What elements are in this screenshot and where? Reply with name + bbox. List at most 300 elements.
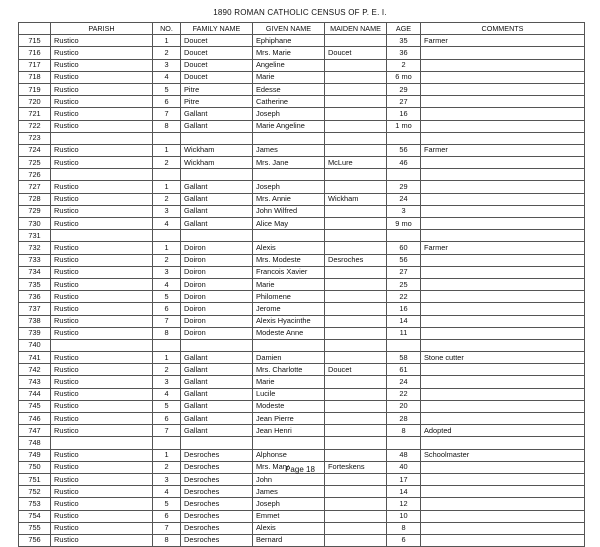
cell-parish: Rustico: [51, 413, 153, 425]
cell-row-number: 720: [19, 96, 51, 108]
cell-no: 6: [153, 96, 181, 108]
table-row: [19, 534, 585, 546]
cell-row-number: 734: [19, 266, 51, 278]
table-row: [19, 132, 585, 144]
cell-maiden-name: [325, 315, 387, 327]
cell-age: 1 mo: [387, 120, 421, 132]
cell-given-name: Ephiphane: [253, 35, 325, 47]
cell-comments: [421, 205, 585, 217]
cell-given-name: Lucile: [253, 388, 325, 400]
cell-age: 6 mo: [387, 71, 421, 83]
cell-comments: [421, 291, 585, 303]
cell-parish: Rustico: [51, 486, 153, 498]
header-given-name: GIVEN NAME: [253, 23, 325, 35]
cell-parish: Rustico: [51, 461, 153, 473]
cell-family-name: Desroches: [181, 486, 253, 498]
cell-given-name: Emmet: [253, 510, 325, 522]
cell-given-name: Jean Henri: [253, 425, 325, 437]
table-row: [19, 96, 585, 108]
cell-age: 12: [387, 498, 421, 510]
cell-age: 14: [387, 486, 421, 498]
cell-maiden-name: Doucet: [325, 47, 387, 59]
cell-family-name: Gallant: [181, 425, 253, 437]
table-row: [19, 352, 585, 364]
cell-parish: Rustico: [51, 522, 153, 534]
cell-age: 16: [387, 108, 421, 120]
cell-age: [387, 169, 421, 181]
table-row: [19, 413, 585, 425]
cell-comments: Schoolmaster: [421, 449, 585, 461]
cell-comments: Adopted: [421, 425, 585, 437]
cell-given-name: Modeste: [253, 400, 325, 412]
cell-no: 7: [153, 425, 181, 437]
cell-parish: Rustico: [51, 96, 153, 108]
cell-maiden-name: [325, 108, 387, 120]
cell-age: 8: [387, 522, 421, 534]
cell-row-number: 717: [19, 59, 51, 71]
cell-given-name: Philomene: [253, 291, 325, 303]
cell-no: [153, 339, 181, 351]
cell-comments: [421, 230, 585, 242]
cell-given-name: Bernard: [253, 534, 325, 546]
cell-no: 5: [153, 498, 181, 510]
cell-given-name: Marie: [253, 71, 325, 83]
cell-maiden-name: [325, 83, 387, 95]
table-row: [19, 157, 585, 169]
cell-family-name: Wickham: [181, 144, 253, 156]
cell-row-number: 746: [19, 413, 51, 425]
cell-comments: [421, 315, 585, 327]
cell-row-number: 724: [19, 144, 51, 156]
table-row: [19, 291, 585, 303]
cell-maiden-name: [325, 498, 387, 510]
cell-no: 3: [153, 473, 181, 485]
cell-comments: [421, 266, 585, 278]
header-maiden-name: MAIDEN NAME: [325, 23, 387, 35]
cell-age: 14: [387, 315, 421, 327]
cell-given-name: Marie: [253, 376, 325, 388]
cell-age: 25: [387, 278, 421, 290]
cell-comments: Stone cutter: [421, 352, 585, 364]
cell-comments: [421, 522, 585, 534]
cell-given-name: John Wilfred: [253, 205, 325, 217]
cell-family-name: Pitre: [181, 96, 253, 108]
cell-no: 4: [153, 388, 181, 400]
cell-age: 61: [387, 364, 421, 376]
cell-no: 8: [153, 534, 181, 546]
cell-maiden-name: [325, 534, 387, 546]
cell-comments: [421, 534, 585, 546]
cell-comments: [421, 47, 585, 59]
cell-comments: [421, 303, 585, 315]
cell-parish: Rustico: [51, 291, 153, 303]
cell-row-number: 725: [19, 157, 51, 169]
cell-given-name: Jerome: [253, 303, 325, 315]
cell-given-name: Mrs. Annie: [253, 193, 325, 205]
cell-maiden-name: Wickham: [325, 193, 387, 205]
cell-parish: Rustico: [51, 218, 153, 230]
cell-comments: [421, 59, 585, 71]
cell-comments: Farmer: [421, 35, 585, 47]
cell-family-name: Desroches: [181, 473, 253, 485]
table-row: [19, 388, 585, 400]
cell-parish: Rustico: [51, 205, 153, 217]
header-parish: PARISH: [51, 23, 153, 35]
cell-maiden-name: [325, 71, 387, 83]
page-title: 1890 ROMAN CATHOLIC CENSUS OF P. E. I.: [213, 8, 387, 17]
cell-comments: [421, 181, 585, 193]
cell-age: 6: [387, 534, 421, 546]
cell-age: 3: [387, 205, 421, 217]
cell-age: [387, 132, 421, 144]
cell-comments: [421, 327, 585, 339]
cell-row-number: 721: [19, 108, 51, 120]
cell-maiden-name: [325, 169, 387, 181]
cell-family-name: Gallant: [181, 193, 253, 205]
cell-row-number: 727: [19, 181, 51, 193]
cell-age: 22: [387, 388, 421, 400]
cell-row-number: 744: [19, 388, 51, 400]
cell-given-name: Alphonse: [253, 449, 325, 461]
cell-maiden-name: [325, 278, 387, 290]
cell-row-number: 741: [19, 352, 51, 364]
cell-row-number: 729: [19, 205, 51, 217]
cell-maiden-name: [325, 96, 387, 108]
cell-no: 2: [153, 461, 181, 473]
cell-maiden-name: Forteskens: [325, 461, 387, 473]
cell-given-name: Jean Pierre: [253, 413, 325, 425]
cell-row-number: 754: [19, 510, 51, 522]
cell-family-name: Doucet: [181, 35, 253, 47]
cell-row-number: 726: [19, 169, 51, 181]
table-row: [19, 47, 585, 59]
table-row: [19, 376, 585, 388]
cell-parish: Rustico: [51, 376, 153, 388]
cell-family-name: Doiron: [181, 254, 253, 266]
cell-given-name: Mrs. Mary: [253, 461, 325, 473]
cell-age: [387, 230, 421, 242]
cell-maiden-name: [325, 266, 387, 278]
cell-family-name: Pitre: [181, 83, 253, 95]
cell-parish: Rustico: [51, 108, 153, 120]
cell-given-name: Angeline: [253, 59, 325, 71]
cell-age: 40: [387, 461, 421, 473]
cell-parish: Rustico: [51, 47, 153, 59]
cell-family-name: Doiron: [181, 303, 253, 315]
page-number: Page 18: [285, 465, 315, 474]
cell-comments: [421, 486, 585, 498]
cell-comments: [421, 83, 585, 95]
cell-given-name: Alice May: [253, 218, 325, 230]
cell-age: 48: [387, 449, 421, 461]
cell-family-name: Gallant: [181, 108, 253, 120]
cell-family-name: Wickham: [181, 157, 253, 169]
cell-row-number: 752: [19, 486, 51, 498]
cell-no: 4: [153, 218, 181, 230]
cell-parish: Rustico: [51, 498, 153, 510]
cell-parish: [51, 132, 153, 144]
cell-no: 5: [153, 400, 181, 412]
cell-maiden-name: [325, 303, 387, 315]
cell-comments: [421, 157, 585, 169]
table-row: [19, 364, 585, 376]
cell-no: 1: [153, 35, 181, 47]
cell-family-name: [181, 169, 253, 181]
cell-no: 6: [153, 413, 181, 425]
cell-row-number: 732: [19, 242, 51, 254]
cell-maiden-name: [325, 132, 387, 144]
table-row: [19, 400, 585, 412]
cell-given-name: Mrs. Modeste: [253, 254, 325, 266]
cell-parish: Rustico: [51, 315, 153, 327]
cell-no: 1: [153, 144, 181, 156]
cell-no: 2: [153, 47, 181, 59]
table-row: [19, 181, 585, 193]
cell-row-number: 723: [19, 132, 51, 144]
cell-family-name: Gallant: [181, 413, 253, 425]
cell-family-name: [181, 132, 253, 144]
table-row: [19, 71, 585, 83]
cell-parish: Rustico: [51, 193, 153, 205]
cell-given-name: Mrs. Marie: [253, 47, 325, 59]
header-age: AGE: [387, 23, 421, 35]
cell-comments: [421, 339, 585, 351]
cell-family-name: Gallant: [181, 400, 253, 412]
cell-no: 1: [153, 181, 181, 193]
cell-age: 28: [387, 413, 421, 425]
cell-row-number: 730: [19, 218, 51, 230]
table-row: [19, 83, 585, 95]
table-row: [19, 510, 585, 522]
header-row-number: [19, 23, 51, 35]
cell-maiden-name: McLure: [325, 157, 387, 169]
cell-family-name: Desroches: [181, 522, 253, 534]
cell-no: 3: [153, 376, 181, 388]
cell-comments: [421, 132, 585, 144]
cell-age: 27: [387, 266, 421, 278]
cell-comments: [421, 400, 585, 412]
cell-parish: Rustico: [51, 303, 153, 315]
cell-family-name: Desroches: [181, 498, 253, 510]
cell-parish: [51, 169, 153, 181]
cell-given-name: [253, 169, 325, 181]
cell-maiden-name: [325, 413, 387, 425]
cell-comments: [421, 169, 585, 181]
cell-maiden-name: [325, 437, 387, 449]
cell-comments: [421, 376, 585, 388]
cell-row-number: 739: [19, 327, 51, 339]
cell-row-number: 718: [19, 71, 51, 83]
table-row: [19, 278, 585, 290]
cell-given-name: Joseph: [253, 498, 325, 510]
cell-given-name: Francois Xavier: [253, 266, 325, 278]
cell-maiden-name: [325, 486, 387, 498]
cell-comments: [421, 498, 585, 510]
table-row: [19, 218, 585, 230]
cell-no: 7: [153, 315, 181, 327]
cell-row-number: 751: [19, 473, 51, 485]
cell-maiden-name: [325, 120, 387, 132]
cell-maiden-name: [325, 352, 387, 364]
cell-parish: Rustico: [51, 242, 153, 254]
cell-maiden-name: [325, 376, 387, 388]
table-row: [19, 108, 585, 120]
cell-comments: [421, 71, 585, 83]
cell-no: 8: [153, 327, 181, 339]
table-row: [19, 254, 585, 266]
cell-no: 5: [153, 83, 181, 95]
table-row: [19, 120, 585, 132]
cell-no: 3: [153, 59, 181, 71]
table-row: [19, 205, 585, 217]
cell-comments: [421, 388, 585, 400]
cell-family-name: Doiron: [181, 278, 253, 290]
cell-family-name: Doucet: [181, 71, 253, 83]
cell-parish: Rustico: [51, 181, 153, 193]
cell-given-name: [253, 437, 325, 449]
cell-no: [153, 169, 181, 181]
cell-age: 16: [387, 303, 421, 315]
cell-family-name: Doiron: [181, 266, 253, 278]
cell-age: 46: [387, 157, 421, 169]
cell-maiden-name: [325, 400, 387, 412]
cell-family-name: Doiron: [181, 315, 253, 327]
cell-age: 9 mo: [387, 218, 421, 230]
cell-parish: Rustico: [51, 388, 153, 400]
cell-row-number: 756: [19, 534, 51, 546]
cell-no: 2: [153, 157, 181, 169]
cell-no: 4: [153, 71, 181, 83]
cell-maiden-name: [325, 144, 387, 156]
cell-no: 1: [153, 449, 181, 461]
cell-given-name: Marie Angeline: [253, 120, 325, 132]
cell-family-name: Gallant: [181, 352, 253, 364]
cell-row-number: 755: [19, 522, 51, 534]
cell-parish: [51, 230, 153, 242]
cell-parish: Rustico: [51, 59, 153, 71]
cell-age: 8: [387, 425, 421, 437]
cell-age: 36: [387, 47, 421, 59]
cell-age: 58: [387, 352, 421, 364]
cell-family-name: [181, 339, 253, 351]
cell-given-name: Edesse: [253, 83, 325, 95]
cell-age: 22: [387, 291, 421, 303]
cell-given-name: [253, 230, 325, 242]
cell-no: 6: [153, 303, 181, 315]
cell-parish: Rustico: [51, 352, 153, 364]
header-row: [19, 23, 585, 35]
cell-parish: Rustico: [51, 364, 153, 376]
cell-no: 4: [153, 486, 181, 498]
cell-maiden-name: [325, 388, 387, 400]
cell-age: 20: [387, 400, 421, 412]
cell-no: 7: [153, 522, 181, 534]
cell-maiden-name: Doucet: [325, 364, 387, 376]
cell-maiden-name: [325, 425, 387, 437]
cell-row-number: 735: [19, 278, 51, 290]
cell-maiden-name: [325, 181, 387, 193]
cell-row-number: 716: [19, 47, 51, 59]
cell-row-number: 745: [19, 400, 51, 412]
cell-row-number: 742: [19, 364, 51, 376]
cell-given-name: Alexis: [253, 242, 325, 254]
cell-parish: Rustico: [51, 425, 153, 437]
cell-parish: Rustico: [51, 120, 153, 132]
cell-no: 1: [153, 242, 181, 254]
cell-comments: [421, 254, 585, 266]
table-row: [19, 144, 585, 156]
cell-family-name: Doiron: [181, 242, 253, 254]
cell-no: 6: [153, 510, 181, 522]
cell-maiden-name: Desroches: [325, 254, 387, 266]
cell-no: 3: [153, 266, 181, 278]
cell-age: 24: [387, 376, 421, 388]
cell-age: 17: [387, 473, 421, 485]
table-row: [19, 498, 585, 510]
cell-age: 24: [387, 193, 421, 205]
cell-family-name: Gallant: [181, 181, 253, 193]
cell-parish: Rustico: [51, 266, 153, 278]
cell-row-number: 719: [19, 83, 51, 95]
header-family-name: FAMILY NAME: [181, 23, 253, 35]
table-row: [19, 242, 585, 254]
cell-given-name: Modeste Anne: [253, 327, 325, 339]
cell-age: 2: [387, 59, 421, 71]
cell-maiden-name: [325, 35, 387, 47]
cell-family-name: Gallant: [181, 218, 253, 230]
cell-row-number: 748: [19, 437, 51, 449]
cell-parish: [51, 437, 153, 449]
cell-family-name: Desroches: [181, 534, 253, 546]
cell-comments: [421, 437, 585, 449]
cell-row-number: 747: [19, 425, 51, 437]
cell-parish: Rustico: [51, 144, 153, 156]
cell-maiden-name: [325, 218, 387, 230]
cell-family-name: [181, 230, 253, 242]
cell-comments: [421, 413, 585, 425]
table-row: [19, 59, 585, 71]
cell-comments: Farmer: [421, 144, 585, 156]
table-row: [19, 315, 585, 327]
table-row: [19, 303, 585, 315]
cell-no: 8: [153, 120, 181, 132]
cell-given-name: Alexis Hyacinthe: [253, 315, 325, 327]
cell-family-name: Gallant: [181, 388, 253, 400]
cell-parish: Rustico: [51, 449, 153, 461]
cell-comments: [421, 278, 585, 290]
cell-maiden-name: [325, 291, 387, 303]
cell-row-number: 749: [19, 449, 51, 461]
cell-comments: [421, 108, 585, 120]
cell-maiden-name: [325, 205, 387, 217]
cell-family-name: Doucet: [181, 47, 253, 59]
cell-maiden-name: [325, 449, 387, 461]
cell-family-name: Doiron: [181, 291, 253, 303]
cell-row-number: 737: [19, 303, 51, 315]
table-row: [19, 230, 585, 242]
cell-maiden-name: [325, 230, 387, 242]
cell-family-name: Gallant: [181, 205, 253, 217]
cell-row-number: 740: [19, 339, 51, 351]
table-row: [19, 327, 585, 339]
cell-family-name: Desroches: [181, 449, 253, 461]
cell-given-name: Alexis: [253, 522, 325, 534]
cell-given-name: Catherine: [253, 96, 325, 108]
cell-parish: Rustico: [51, 510, 153, 522]
cell-given-name: Mrs. Charlotte: [253, 364, 325, 376]
cell-given-name: John: [253, 473, 325, 485]
cell-maiden-name: [325, 327, 387, 339]
